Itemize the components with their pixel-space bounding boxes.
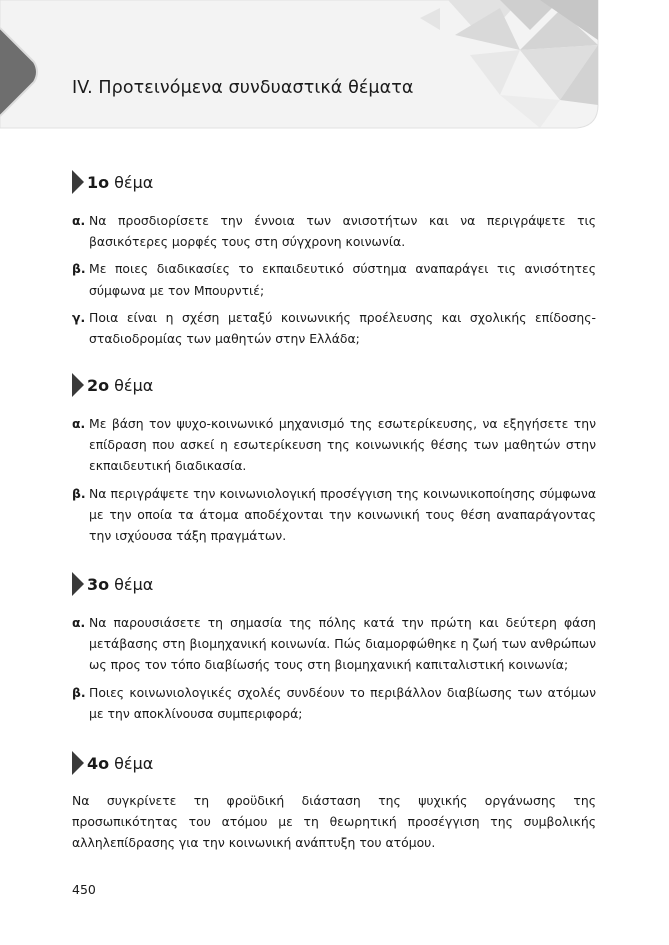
topic-heading: [72, 751, 596, 775]
topic-heading: [72, 572, 596, 596]
question-text: Να περιγράψετε την κοινωνιολογική προσέγγιση της κοινωνικοποίησης σύμφωνα με την οποία τα άτομα αποδέχονται την κοινωνική τους θέση αναπαράγοντας την ισχύουσα τάξη πραγμάτων.: [89, 485, 596, 544]
topic-number: 2ο: [87, 375, 110, 395]
question-item: [72, 258, 596, 300]
chapter-title: IV. Προτεινόμενα συνδυαστικά θέματα: [72, 78, 414, 98]
topic-marker-icon: [72, 572, 84, 596]
topic-4: [72, 751, 596, 854]
topic-number: 1ο: [87, 172, 110, 192]
question-letter: α.: [72, 615, 86, 630]
topic-label: θέμα: [114, 574, 154, 594]
header-decoration: [0, 0, 669, 150]
topic-heading: [72, 373, 596, 397]
topic-marker-icon: [72, 751, 84, 775]
topic-label: θέμα: [114, 753, 154, 773]
question-item: [72, 483, 596, 547]
topic-marker-icon: [72, 373, 84, 397]
question-text: Να προσδιορίσετε την έννοια των ανισοτήτων και να περιγράψετε τις βασικότερες μορφές τους στη σύγχρονη κοινωνία.: [89, 213, 596, 250]
question-letter: β.: [72, 485, 86, 501]
topic-number: 3ο: [87, 574, 110, 594]
question-text: Ποια είναι η σχέση μεταξύ κοινωνικής προέλευσης και σχολικής επίδοσης-σταδιοδρομίας των μαθητών στην Ελλάδα;: [89, 309, 596, 347]
question-list: [72, 413, 596, 546]
topic-number: 4ο: [87, 753, 110, 773]
question-item: [72, 210, 596, 252]
question-letter: α.: [72, 416, 86, 431]
question-letter: β.: [72, 261, 86, 277]
page-number: 450: [72, 882, 96, 897]
question-item: [72, 612, 596, 676]
topic-label: θέμα: [114, 375, 154, 395]
question-item: [72, 682, 596, 724]
topic-marker-icon: [72, 170, 84, 194]
topic-paragraph: Να συγκρίνετε τη φροϋδική διάσταση της ψυχικής οργάνωσης της προσωπικότητας του ατόμου με τη θεωρητική προσέγγιση της συμβολικής αλληλεπίδρασης για την κοινωνική ανάπτυξη του ατόμου.: [72, 793, 596, 851]
question-letter: β.: [72, 684, 86, 700]
topic-heading: [72, 170, 596, 194]
topic-1: [72, 170, 596, 355]
question-text: Με ποιες διαδικασίες το εκπαιδευτικό σύστημα αναπαράγει τις ανισότητες σύμφωνα με τον Μπουρντιέ;: [89, 261, 596, 298]
question-item: [72, 413, 596, 477]
question-letter: γ.: [72, 309, 86, 325]
topic-label: θέμα: [114, 172, 154, 192]
question-list: [72, 210, 596, 349]
topic-2: [72, 373, 596, 552]
question-letter: α.: [72, 213, 86, 228]
question-list: [72, 612, 596, 724]
question-text: Να παρουσιάσετε τη σημασία της πόλης κατά την πρώτη και δεύτερη φάση μετάβασης στη βιομηχανική κοινωνία. Πώς διαμορφώθηκε η ζωή των ανθρώπων ως προς τον τόπο διαβίωσής τους στη βιομηχανική καπιταλιστική κοινωνία;: [89, 615, 596, 673]
question-item: [72, 307, 596, 349]
question-text: Με βάση τον ψυχο-κοινωνικό μηχανισμό της εσωτερίκευσης, να εξηγήσετε την επίδραση που ασκεί η εσωτερίκευση της κοινωνικής θέσης των μαθητών στην εκπαιδευτική διαδικασία.: [89, 416, 596, 474]
topic-3: [72, 572, 596, 730]
question-text: Ποιες κοινωνιολογικές σχολές συνδέουν το περιβάλλον διαβίωσης των ατόμων με την αποκλίνουσα συμπεριφορά;: [89, 684, 596, 721]
